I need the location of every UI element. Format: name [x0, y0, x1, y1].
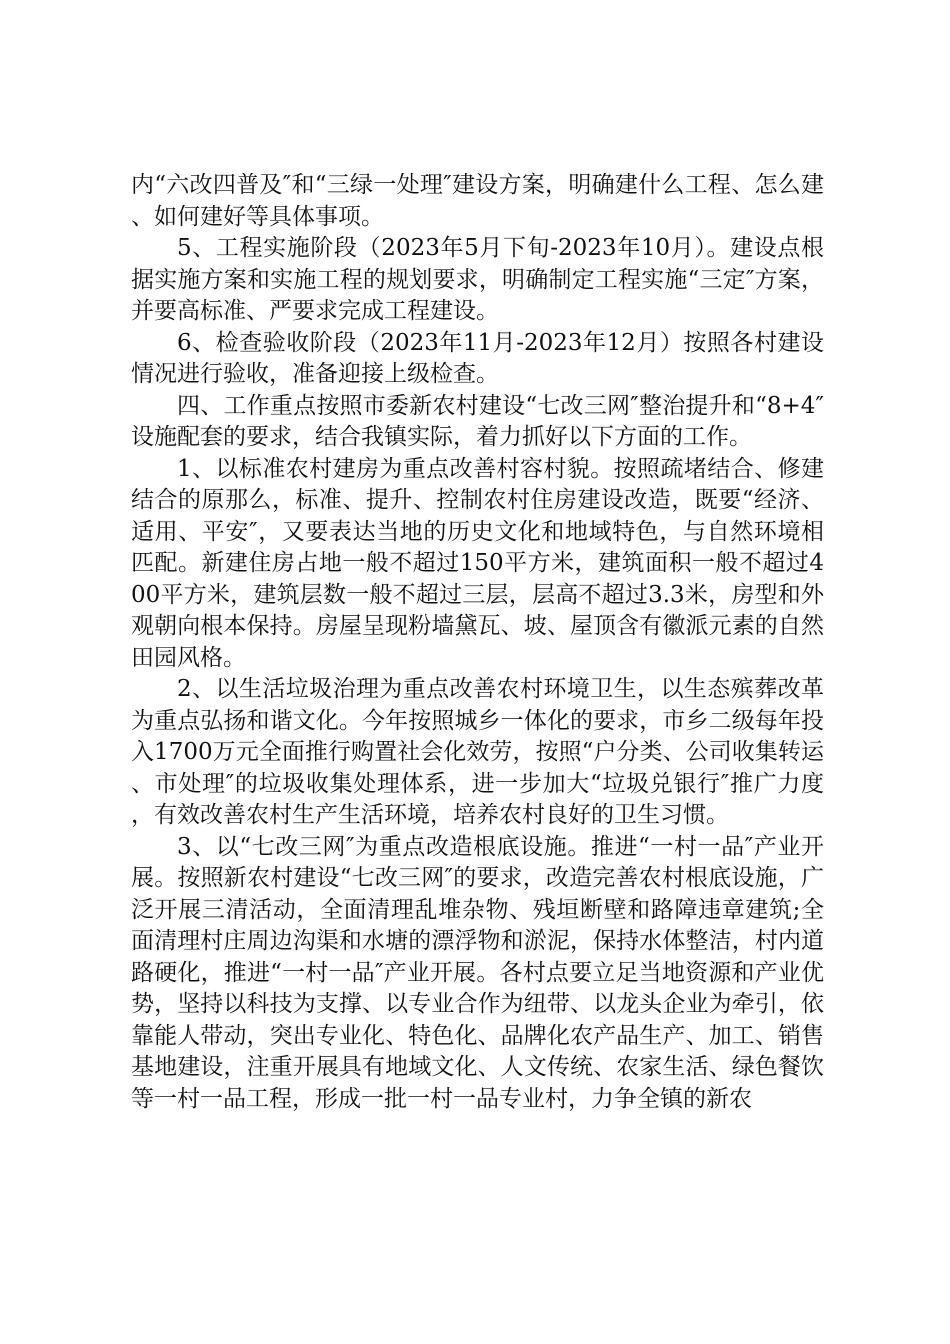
paragraph-item-2: 2、以生活垃圾治理为重点改善农村环境卫生，以生态殡葬改革为重点弘扬和谐文化。今年按照城乡一体化的要求，市乡二级每年投入1700万元全面推行购置社会化效劳，按照“户分类、公司收集转运、市处理″的垃圾收集处理体系，进一步加大“垃圾兑银行″推广力度，有效改善农村生产生活环境，培养农村良好的卫生习惯。	[131, 676, 824, 828]
paragraph-item-3: 3、以“七改三网″为重点改造根底设施。推进“一村一品″产业开展。按照新农村建设“七改三网″的要求，改造完善农村根底设施，广泛开展三清活动，全面清理乱堆杂物、残垣断壁和路障违章建筑;全面清理村庄周边沟渠和水塘的漂浮物和淤泥，保持水体整洁，村内道路硬化，推进“一村一品″产业开展。各村点要立足当地资源和产业优势，坚持以科技为支撑、以专业合作为纽带、以龙头企业为牵引，依靠能人带动，突出专业化、特色化、品牌化农产品生产、加工、销售基地建设，注重开展具有地域文化、人文传统、农家生活、绿色餐饮等一村一品工程，形成一批一村一品专业村，力争全镇的新农	[131, 833, 824, 1112]
paragraph-section-four: 四、工作重点按照市委新农村建设“七改三网″整治提升和“8+4″设施配套的要求，结合我镇实际，着力抓好以下方面的工作。	[131, 392, 824, 450]
document-body	[131, 170, 824, 1115]
paragraph-stage-5: 5、工程实施阶段（2023年5月下旬-2023年10月）。建设点根据实施方案和实施工程的规划要求，明确制定工程实施“三定″方案，并要高标准、严要求完成工程建设。	[131, 235, 824, 324]
paragraph-continuation: 内“六改四普及″和“三绿一处理″建设方案，明确建什么工程、怎么建、如何建好等具体事项。	[131, 172, 824, 230]
paragraph-item-1: 1、以标准农村建房为重点改善村容村貌。按照疏堵结合、修建结合的原那么，标准、提升、控制农村住房建设改造，既要“经济、适用、平安″，又要表达当地的历史文化和地域特色，与自然环境相匹配。新建住房占地一般不超过150平方米，建筑面积一般不超过400平方米，建筑层数一般不超过三层，层高不超过3.3米，房型和外观朝向根本保持。房屋呈现粉墙黛瓦、坡、屋顶含有徽派元素的自然田园风格。	[131, 455, 824, 671]
paragraph-stage-6: 6、检查验收阶段（2023年11月-2023年12月）按照各村建设情况进行验收，准备迎接上级检查。	[131, 329, 824, 387]
